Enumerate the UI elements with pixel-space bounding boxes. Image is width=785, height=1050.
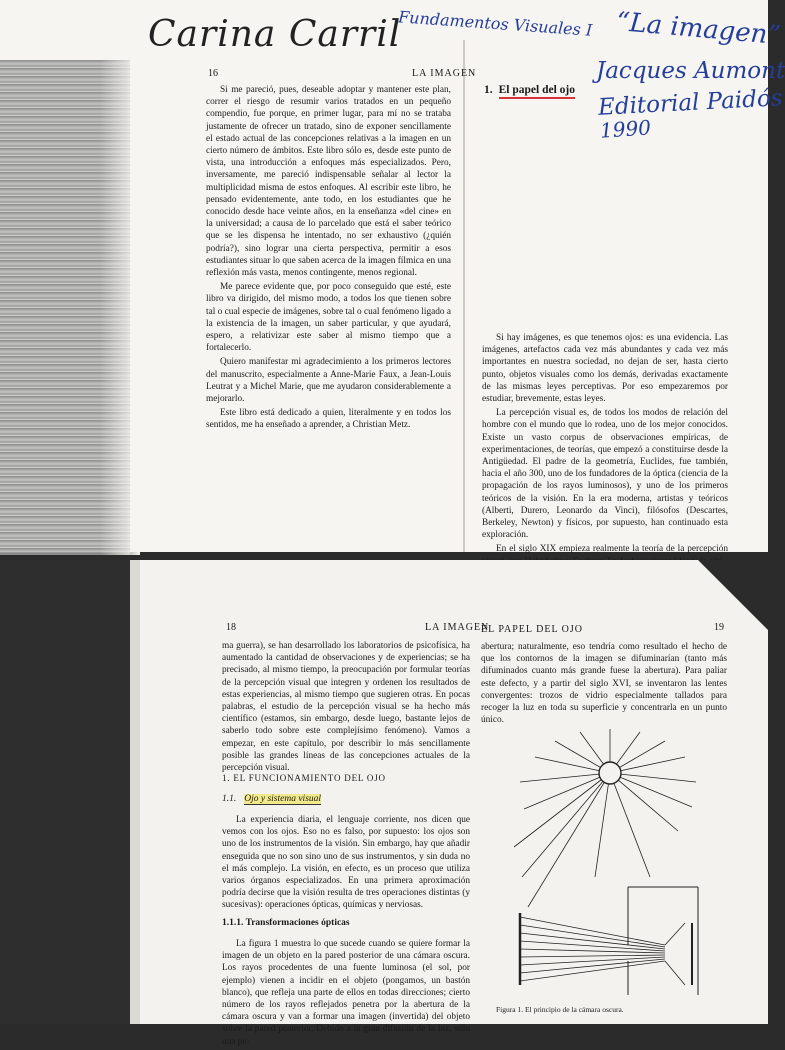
photocopy-shadow-fade <box>100 60 140 555</box>
page18-paragraph-text: ma guerra), se han desarrollado los laboratorios de psicofísica, ha aumentado la cantidad de observaciones y de experiencias; se ha precisado, al mismo tiempo, la preocupación por formular teorías de la percepción visual que integren y ordenen los resultados de estas experiencias, al mismo tiempo que sugieren otras. En pocas palabras, el estudio de la percepción visual se ha hecho más científico (estamos, sin embargo, desde luego, bastante lejos de saberlo todo sobre este complejísimo fenómeno). Vamos a empezar, en este capítulo, por describir lo más sencillamente posible las grandes líneas de las concepciones actuales de la percepción visual. <box>222 641 470 774</box>
page-number-16: 16 <box>208 68 218 79</box>
scan-dark-margin <box>0 560 130 1024</box>
page18-paragraph-3 <box>222 938 470 1050</box>
page19-paragraph: abertura; naturalmente, eso tendría como resultado el hecho de que los contornos de la imagen se difuminarían (tanto más difuminados cuanto más grande fuese la abertura). Para paliar este defecto, y a partir del siglo XVI, se inventaron las lentes convergentes: trozos de vidrio especialmente tallados para recoger la luz en toda su superficie y concentrarla en un punto único. <box>481 642 727 726</box>
running-head-page18: LA IMAGEN <box>425 622 490 633</box>
sun-rays <box>514 729 696 907</box>
subsection-heading <box>222 794 321 804</box>
sun-icon <box>599 762 621 784</box>
page17-body <box>482 332 728 570</box>
handwritten-publisher: Editorial Paidós <box>597 85 784 121</box>
subsubsection-heading: 1.1.1. Transformaciones ópticas <box>222 918 350 928</box>
page16-paragraph: Quiero manifestar mi agradecimiento a los primeros lectores del manuscrito, especialmente a Anne-Marie Faux, a Jean-Louis Leutrat y a Michel Marie, que me ayudaron considerablemente a mejorarlo. <box>206 357 451 405</box>
handwritten-year: 1990 <box>599 115 652 143</box>
page17-paragraph: La percepción visual es, de todos los modos de relación del hombre con el mundo que lo rodea, uno de los mejor conocidos. Existe un vasto corpus de observaciones empíricas, de experimentaciones, de teorías, que empezó a constituirse desde la Antigüedad. El padre de la geometría, Euclides, fue también, hacia el año 300, uno de los fundadores de la óptica (ciencia de la propagación de los rayos luminosos), y uno de los primeros teóricos de la visión. En la era moderna, artistas y teóricos (Alberti, Durero, Leonardo da Vinci), filósofos (Descartes, Berkeley, Newton) y físicos, por supuesto, han continuado esta exploración. <box>482 408 728 541</box>
camera-obscura-figure <box>500 727 700 995</box>
chapter-title <box>484 84 575 96</box>
figure-caption: Figura 1. El principio de la cámara oscura. <box>496 1005 624 1014</box>
section-heading: 1. EL FUNCIONAMIENTO DEL OJO <box>222 773 386 783</box>
book-gutter <box>463 40 465 552</box>
page18-paragraph-2 <box>222 814 470 914</box>
page17-paragraph: En el siglo XIX empieza realmente la teoría de la percepción <box>496 544 728 555</box>
dark-chamber <box>628 887 698 995</box>
handwritten-book-title: “La imagen” <box>615 6 782 52</box>
running-head-page16: LA IMAGEN <box>412 68 477 79</box>
page17-paragraph: Si hay imágenes, es que tenemos ojos: es una evidencia. Las imágenes, artefactos cada vez más abundantes y cada vez más importantes en nuestra sociedad, no dejan de ser, hasta cierto punto, objetos visuales como los demás, derivadas exactamente de las mismas leyes perceptivas. Por eso empezaremos por estudiar, brevemente, estas leyes. <box>482 333 728 405</box>
handwritten-author: Jacques Aumont <box>596 58 785 84</box>
page16-paragraph: Si me pareció, pues, deseable adoptar y mantener este plan, correr el riesgo de resumir varios tratados en un pequeño compendio, fue porque, en primer lugar, para mí no se trataba justamente de ofrecer un tratado, sino de exponer sencillamente el estado actual de las concepciones relativas a la imagen en un cierto número de ámbitos. Este libro sólo es, desde este punto de vista, una introducción a enfoques más especializados. Pero, inversamente, me pareció indispensable señalar al lector la multiplicidad misma de estos enfoques. Al escribir este libro, he pensado evidentemente, ante todo, en los estudiantes que he conocido desde hace veinte años, en la enseñanza «del cine» en la universidad; a causa de lo parcelado que está el saber teórico que se les dispensa he intentado, no ser exhaustivo (¿quién podría?), sino lograr una cierta perspectiva, permitir a esos estudiantes situar lo que saben acerca de la imagen fílmica en una reflexión más vasta, menos contingente, menos regional. <box>206 85 451 279</box>
folded-corner <box>698 560 768 630</box>
chapter-number: 1. <box>484 84 493 96</box>
subsection-title: Ojo y sistema visual <box>244 794 322 804</box>
page16-paragraph: Este libro está dedicado a quien, literalmente y en todos los sentidos, me ha enseñado a aprender, a Christian Metz. <box>206 408 451 431</box>
page19-body <box>481 641 727 728</box>
reflected-rays <box>520 917 685 985</box>
page18-paragraph <box>222 640 470 774</box>
scan-page-edge <box>130 560 140 1024</box>
page18-paragraph: La experiencia diaria, el lenguaje corriente, nos dicen que vemos con los ojos. Eso no es falso, por supuesto: los ojos son uno de los instrumentos de la visión. Sin embargo, hay que añadir enseguida que no son sino uno de sus instrumentos, y sin duda no el más complejo. La visión, en efecto, es un proceso que utiliza varios órganos especializados. En una primera aproximación podría decirse que la visión resulta de tres operaciones distintas (y sucesivas): operaciones ópticas, químicas y nerviosas. <box>222 815 470 911</box>
running-head-page19: EL PAPEL DEL OJO <box>481 624 584 635</box>
subsection-number: 1.1. <box>222 794 237 804</box>
page18-paragraph-1 <box>222 640 470 776</box>
page-number-18: 18 <box>226 622 236 633</box>
handwritten-signature: Carina Carril <box>148 14 402 55</box>
page16-body <box>206 84 451 434</box>
handwritten-course: Fundamentos Visuales I <box>397 7 593 40</box>
page18-paragraph: La figura 1 muestra lo que sucede cuando se quiere formar la imagen de un objeto en la pared posterior de una cámara oscura. Los rayos procedentes de una fuente luminosa (el sol, por ejemplo) vienen a incidir en el objeto (pongamos, un bastón blanco), que refleja una parte de ellos en todas direcciones; cierto número de los rayos reflejados penetra por la abertura de la cámara oscura y van a formar una imagen (invertida) del objeto sobre la pared posterior. Debido a la gran difusión de la luz, sólo una pe- <box>222 939 470 1047</box>
chapter-title-text: El papel del ojo <box>499 84 575 99</box>
page-number-19: 19 <box>714 622 724 633</box>
page16-paragraph: Me parece evidente que, por poco conseguido que esté, este libro va dirigido, del mismo modo, a todos los que tienen sobre tal o cual especie de imágenes, sobre tal o cual fenómeno ligado a la existencia de la imagen, un saber particular, y que ayudará, espero, a relativizar este saber al mismo tiempo que a fortalecerlo. <box>206 282 451 354</box>
